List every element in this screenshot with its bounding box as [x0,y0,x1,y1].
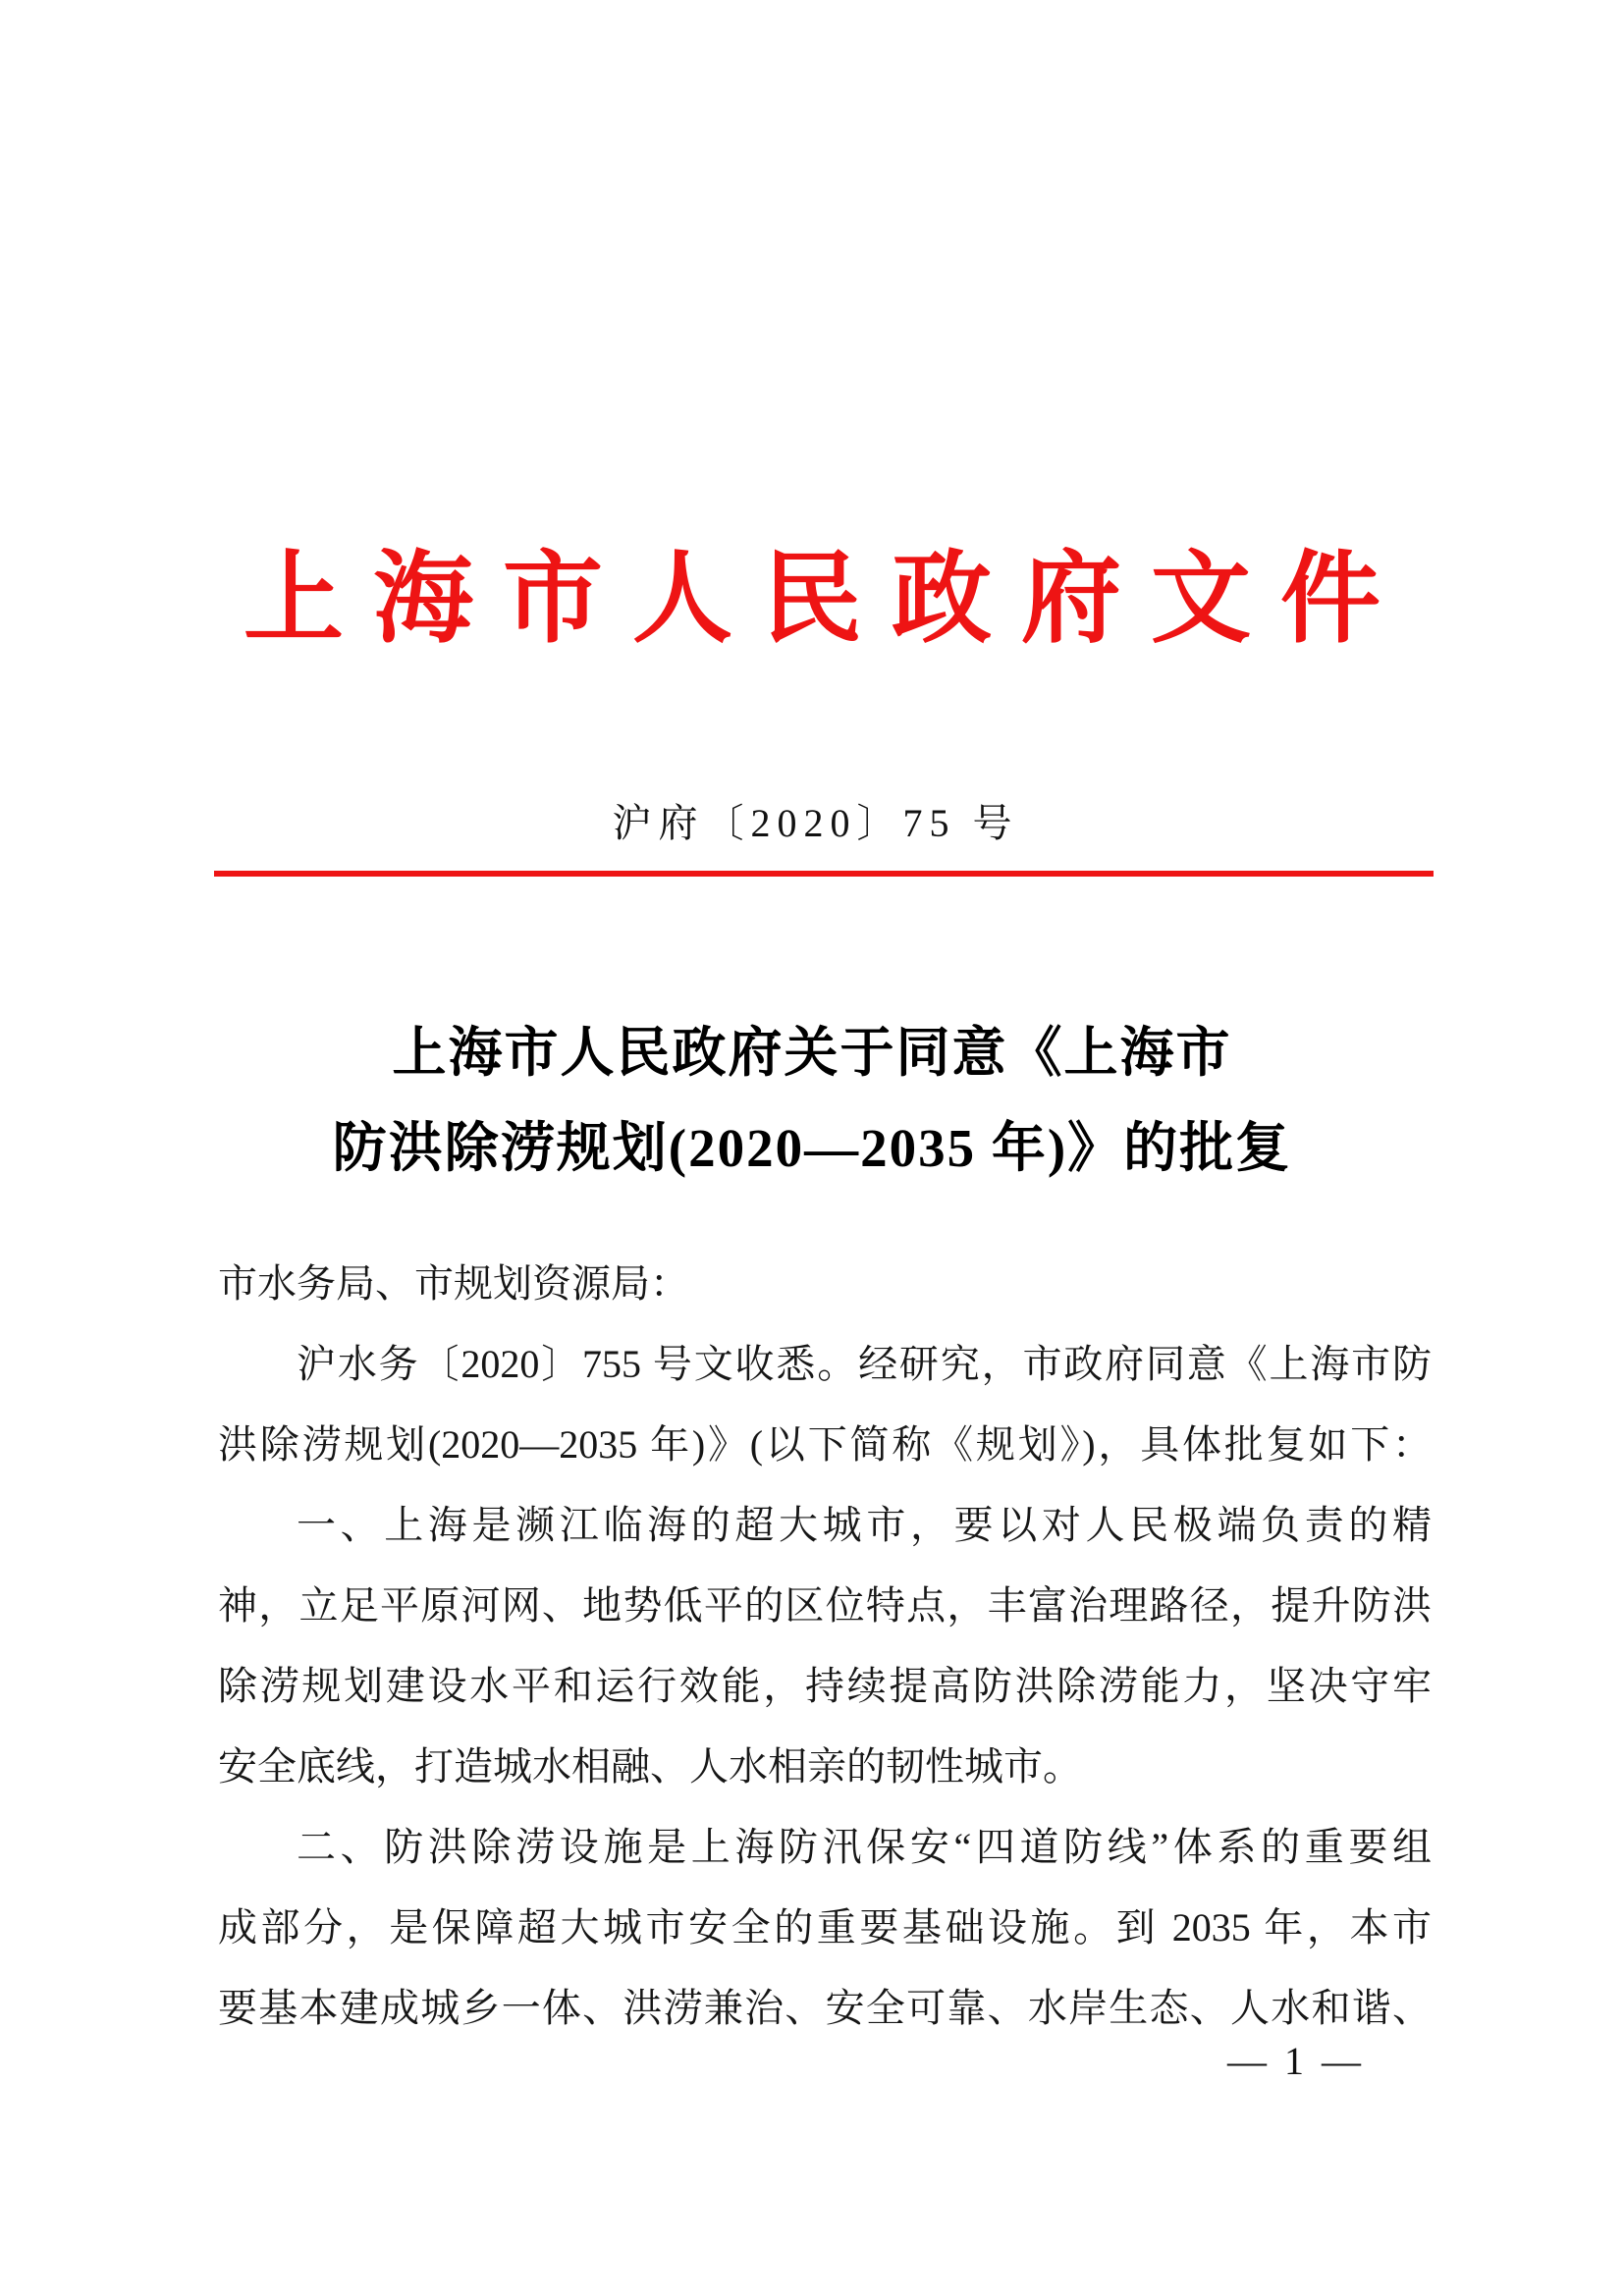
document-title-line-1: 上海市人民政府关于同意《上海市 [392,1023,1232,1083]
body-line: 二、防洪除涝设施是上海防汛保安“四道防线”体系的重要组 [297,1825,1432,1869]
body-line: 要基本建成城乡一体、洪涝兼治、安全可靠、水岸生态、人水和谐、 [218,1986,1432,2030]
document-title-line-2: 防洪除涝规划(2020—2035 年)》的批复 [332,1118,1292,1178]
body-line: 洪除涝规划(2020—2035 年)》(以下简称《规划》)，具体批复如下： [218,1422,1432,1467]
page-number: — 1 — [1227,2039,1365,2083]
issuing-organization-title: 上海市人民政府文件 [244,545,1410,656]
header-divider-rule [214,871,1434,877]
salutation-line: 市水务局、市规划资源局： [218,1261,689,1306]
body-line: 神，立足平原河网、地势低平的区位特点，丰富治理路径，提升防洪 [218,1583,1432,1628]
body-line: 安全底线，打造城水相融、人水相亲的韧性城市。 [218,1744,1082,1789]
body-line: 沪水务〔2020〕755 号文收悉。经研究，市政府同意《上海市防 [297,1342,1432,1386]
document-body [218,1244,1432,2049]
body-line: 成部分，是保障超大城市安全的重要基础设施。到 2035 年，本市 [218,1905,1432,1949]
document-reference-number: 沪府〔2020〕75 号 [612,801,1019,845]
document-title [203,1005,1421,1196]
body-line: 除涝规划建设水平和运行效能，持续提高防洪除涝能力，坚决守牢 [218,1664,1432,1708]
body-line: 一、上海是濒江临海的超大城市，要以对人民极端负责的精 [297,1503,1432,1547]
